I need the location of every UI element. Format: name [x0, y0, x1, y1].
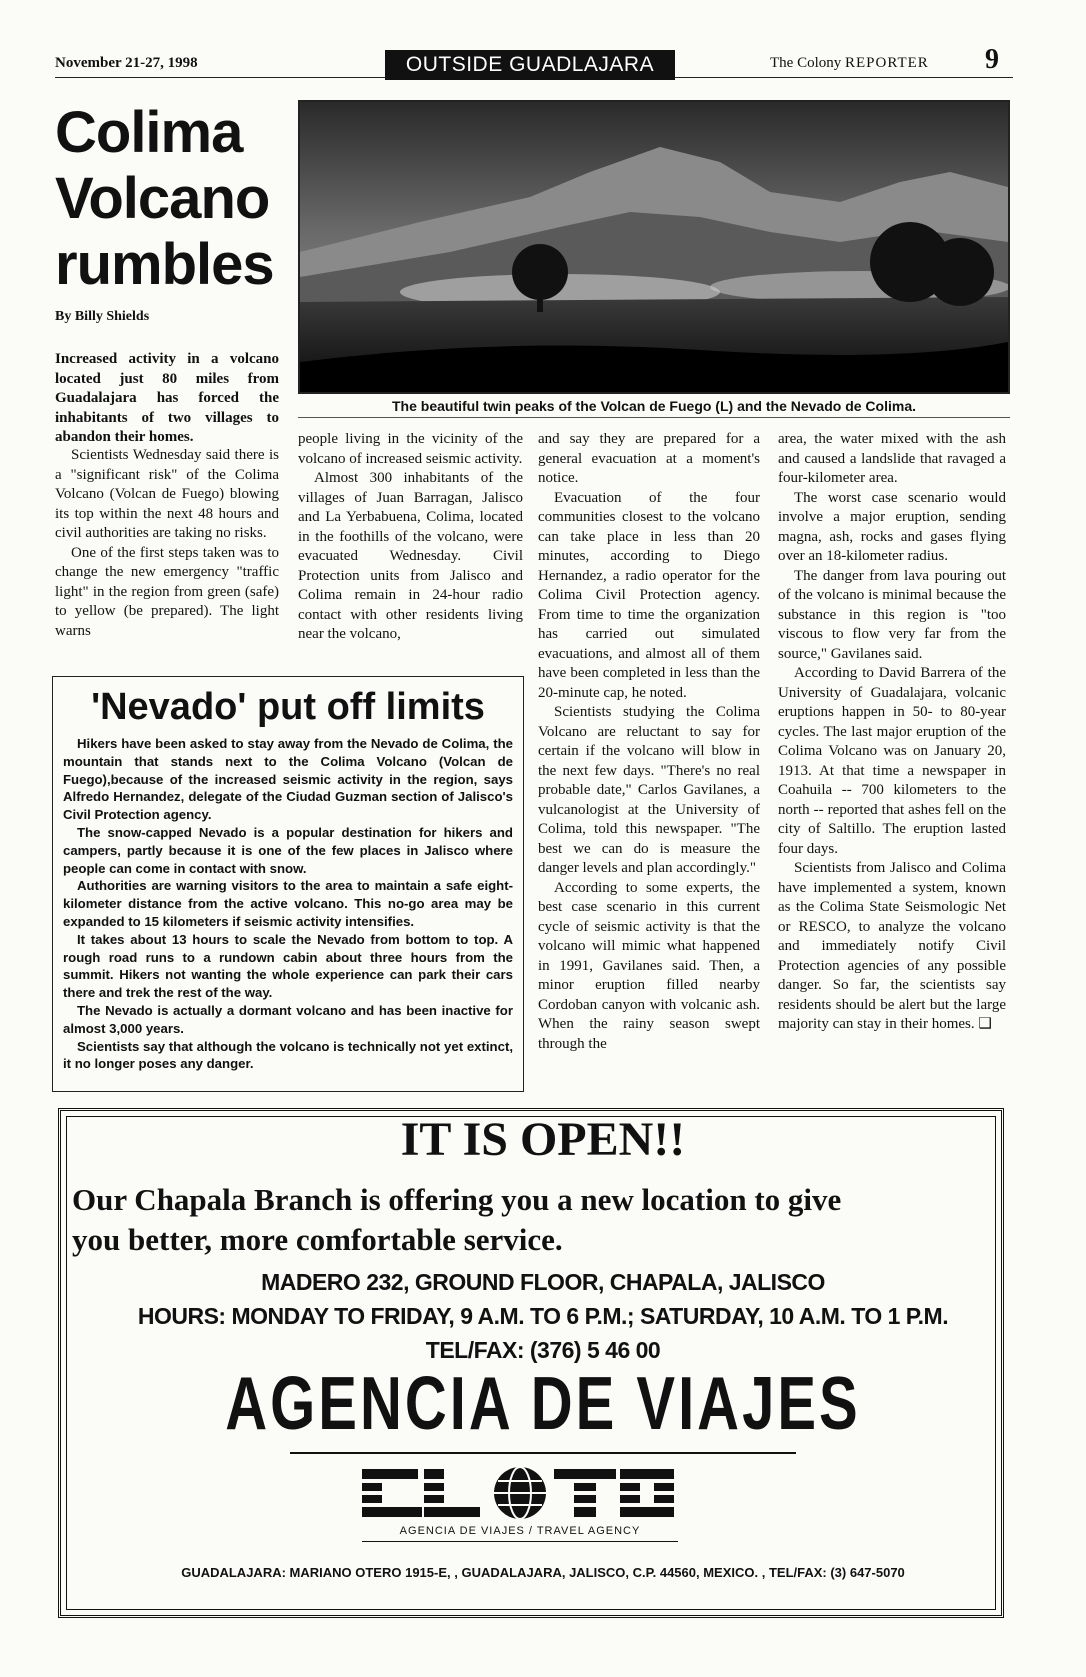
lloyd-logo — [362, 1463, 678, 1525]
ad-subheadline — [72, 1180, 992, 1260]
paper-name-main: REPORTER — [845, 55, 929, 71]
ad-headline: IT IS OPEN!! — [400, 1113, 686, 1166]
article-paragraph: people living in the vicinity of the volcano of increased seismic activity. — [298, 431, 523, 467]
page-number: 9 — [985, 44, 999, 75]
ad-rule — [362, 1541, 678, 1542]
ad-agency-name: AGENCIA DE VIAJES — [225, 1361, 861, 1446]
ad-subheadline-line: Our Chapala Branch is offering you a new location to give — [72, 1182, 842, 1217]
article-paragraph: Scientists studying the Colima Volcano are reluctant to say for certain if the volcano will blow in the next few days. "There's no real probable date," Carlos Gavilanes, a vulcanologist at the University of Colima, told this newspaper. "The best we can do is measure the danger levels and plan accordingly." — [538, 704, 760, 876]
caption-rule — [298, 417, 1010, 418]
article-byline: By Billy Shields — [55, 309, 150, 324]
article-paragraph: Evacuation of the four communities closest to the volcano can take place in less than 20 minutes, according to Diego Hernandez, a radio operator for the Colima Civil Protection agency. From time to time the organization has carried out simulated evacuations, and almost all of them have been completed in less than the 20-minute cap, he noted. — [538, 489, 760, 701]
article-lead: Increased activity in a volcano located just 80 miles from Guadalajara has forced the inhabitants of two villages to abandon their homes. — [55, 351, 279, 445]
sidebar-paragraph: Authorities are warning visitors to the area to maintain a safe eight-kilometer distance from the active volcano. This no-go area may be expanded to 15 kilometers if seismic activity intensifies. — [63, 878, 513, 929]
section-banner: OUTSIDE GUADLAJARA — [385, 50, 675, 80]
header-rule — [55, 77, 385, 78]
ad-hours: HOURS: MONDAY TO FRIDAY, 9 A.M. TO 6 P.M.; SATURDAY, 10 A.M. TO 1 P.M. — [137, 1303, 949, 1329]
article-paragraph: Scientists Wednesday said there is a "significant risk" of the Colima Volcano (Volcan de Fuego) blowing its top within the next 48 hours and civil authorities are taking no risks. — [55, 447, 279, 541]
article-column-3 — [538, 430, 760, 1054]
sidebar-paragraph: The snow-capped Nevado is a popular destination for hikers and campers, partly because it is one of the few places in Jalisco where people can come in contact with snow. — [63, 824, 513, 876]
paper-name-prefix: The Colony — [770, 55, 845, 71]
article-paragraph: According to David Barrera of the University of Guadalajara, volcanic eruptions happen in 50- to 80-year cycles. The last major eruption of the Colima Volcano was on January 20, 1913. At that time a newspaper in Coahuila -- 700 kilometers to the north -- reported that ashes fell on the city of Saltillo. The eruption lasted four days. — [778, 665, 1006, 857]
paper-name — [770, 55, 929, 72]
sidebar-paragraph: The Nevado is actually a dormant volcano and has been inactive for almost 3,000 years. — [63, 1002, 513, 1036]
article-paragraph: area, the water mixed with the ash and caused a landslide that ravaged a four-kilometer area. — [778, 431, 1006, 486]
volcano-photo-image — [300, 102, 1008, 392]
photo-caption: The beautiful twin peaks of the Volcan de Fuego (L) and the Nevado de Colima. — [391, 398, 916, 414]
article-paragraph: One of the first steps taken was to change the new emergency "traffic light" in the region from green (safe) to yellow (be prepared). The light warns — [55, 544, 279, 639]
sidebar-paragraph: Scientists say that although the volcano is technically not yet extinct, it no longer poses any danger. — [63, 1038, 513, 1072]
ad-telfax: TEL/FAX: (376) 5 46 00 — [425, 1337, 661, 1363]
volcano-photo — [298, 100, 1010, 394]
article-paragraph: The danger from lava pouring out of the volcano is minimal because the substance in this region is "too viscous to flow very far from the source," Gavilanes said. — [778, 567, 1006, 662]
article-paragraph: Almost 300 inhabitants of the villages of Juan Barragan, Jalisco and La Yerbabuena, Colima, located in the foothills of the volcano, were evacuated Wednesday. Civil Protection units from Jalisco and Colima remain in 24-hour radio contact with other residents living near the volcano, — [298, 470, 523, 642]
lloyd-logo-graphic — [362, 1463, 678, 1525]
lloyd-tagline: AGENCIA DE VIAJES / TRAVEL AGENCY — [399, 1525, 641, 1537]
sidebar-title: 'Nevado' put off limits — [91, 686, 485, 728]
sidebar-paragraph: Hikers have been asked to stay away from the Nevado de Colima, the mountain that stands next to the Colima Volcano (Volcan de Fuego),because of the increased seismic activity in the region, says Alfredo Hernandez, delegate of the Ciudad Guzman section of Jalisco's Civil Protection agency. — [63, 736, 513, 823]
ad-address: MADERO 232, GROUND FLOOR, CHAPALA, JALISCO — [261, 1269, 825, 1295]
article-column-1 — [55, 446, 279, 641]
sidebar-box — [52, 676, 524, 1092]
header-rule — [675, 77, 1013, 78]
ad-subheadline-line: you better, more comfortable service. — [72, 1222, 563, 1257]
ad-contact-block — [0, 1265, 1086, 1367]
article-paragraph: The worst case scenario would involve a major eruption, sending magna, ash, rocks and gases flying over an 18-kilometer radius. — [778, 489, 1006, 564]
article-paragraph: and say they are prepared for a general evacuation at a moment's notice. — [538, 431, 760, 486]
ad-rule — [290, 1452, 796, 1454]
sidebar-paragraph: It takes about 13 hours to scale the Nevado from bottom to top. A rough road runs to a rundown cabin about three hours from the summit. Hikers not wanting the whole experience can park their cars there and trek the rest of the way. — [63, 931, 513, 1001]
issue-date: November 21-27, 1998 — [55, 55, 198, 71]
article-column-4 — [778, 430, 1006, 1035]
article-paragraph: Scientists from Jalisco and Colima have implemented a system, known as the Colima State Seismologic Net or RESCO, to analyze the volcano and immediately notify Civil Protection agencies of any possible danger. So far, the scientists say residents should be alert but the large majority can stay in their homes. ❑ — [778, 860, 1006, 1032]
ad-footer-address: GUADALAJARA: MARIANO OTERO 1915-E, , GUADALAJARA, JALISCO, C.P. 44560, MEXICO. , TEL/FAX: (3) 647-5070 — [181, 1565, 905, 1580]
article-headline: Colima Volcano rumbles — [55, 100, 274, 297]
article-column-2 — [298, 430, 523, 645]
sidebar-body — [63, 735, 513, 1073]
article-paragraph: According to some experts, the best case scenario in this current cycle of seismic activity is that the volcano will mimic what happened in 1991, Gavilanes said. Then, a minor eruption filled nearby Cordoban canyon with volcanic ash. When the rainy season swept through the — [538, 879, 760, 1052]
